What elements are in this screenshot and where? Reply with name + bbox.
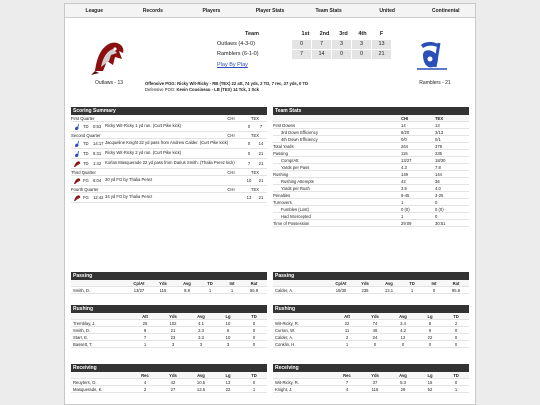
nav-item-team-stats[interactable]: Team Stats [315,8,342,14]
stat-tex: 0 [435,199,438,205]
stat-cell: 13/27 [133,287,145,293]
score-tex: 14 [258,141,264,146]
stat-chi: 0 (0) [401,206,410,212]
stat-cell: 21 [170,327,176,333]
col-header: TD [251,313,257,319]
rushing-home [273,305,469,348]
score-header [65,19,475,104]
stat-cell: 115 [159,287,167,293]
stat-cell: 4 [345,386,349,392]
col-header: Yds [371,372,379,378]
stat-label: Time of Possession [273,220,310,226]
scoreboard-row-away: Outlaws (4-3-0) 0 7 3 3 13 [217,39,391,49]
stat-cell: 4.1 [198,320,204,326]
col-header: Att [142,313,148,319]
quarter-header [71,115,267,122]
nav-item-continental[interactable]: Continental [432,8,460,14]
stat-label: Had Intercepted [281,213,311,219]
stat-label: Rushing [273,171,289,177]
nav-item-league[interactable]: League [85,8,104,14]
section-title: Passing [71,272,267,280]
stat-label: Passing [273,150,288,156]
scoreboard [217,29,391,59]
stat-cell: 2 [345,334,349,340]
player-name[interactable]: Starr, E. [73,334,89,340]
player-name[interactable]: Curran, W. [275,327,296,333]
stat-chi: 13/27 [401,157,412,163]
stat-cell: 25 [142,320,148,326]
stat-tex: 3-25 [435,192,444,198]
stat-cell: 46 [372,327,378,333]
stat-cell: 0 [454,327,458,333]
col-header: Lg [225,313,231,319]
score-chi: 10 [246,178,252,183]
stat-cell: 0 [252,334,256,340]
away-caption: Outlaws - 13 [94,80,124,86]
scoring-play-row [71,149,267,159]
stat-cell: 10 [225,320,231,326]
stat-cell: 13.5 [196,386,206,392]
stat-cell: 13.1 [384,287,394,293]
outlaws-logo-icon [73,177,81,185]
stat-tex: 13 [435,122,440,128]
col-header: Avg [197,313,205,319]
col-chi: CHI [227,133,235,138]
table-row [273,341,469,348]
stat-cell: 0 [454,341,458,347]
play-time: 5:31 [93,151,102,156]
stat-chi: 42 [401,178,406,184]
stat-cell: 10 [225,334,231,340]
play-description: 30 yd FG by Thalia Perez [105,177,153,183]
stat-cell: 22 [225,386,231,392]
stat-label: 4th Down Efficiency [281,136,318,142]
scoring-play-row [71,159,267,169]
play-time: 12:42 [93,195,104,200]
col-chi: CHI [401,115,409,121]
stat-cell: 4 [143,379,147,385]
col-header: TD [251,372,257,378]
col-header: Rat [452,280,460,286]
player-name[interactable]: Conklin, H. [275,341,296,347]
stat-cell: 5.3 [400,379,406,385]
stat-tex: 0 [435,213,438,219]
col-header: Cp/At [133,280,145,286]
stat-chi: 29:09 [401,220,412,226]
play-type: FG [83,178,89,183]
stat-tex: 144 [435,171,442,177]
col-tex: TEX [250,133,260,138]
stat-cell: 7 [143,334,147,340]
nav-item-players[interactable]: Players [202,8,221,14]
stat-cell: 4.2 [400,327,406,333]
play-time: 6:04 [93,178,102,183]
stat-cell: 24 [372,334,378,340]
stat-chi: 149 [401,171,408,177]
scoring-play-row [71,139,267,149]
quarter-header [71,186,267,193]
stat-tex: 0/1 [435,136,441,142]
stat-tex: 0 (0) [435,206,444,212]
receiving-home [273,364,469,393]
stat-cell: 12 [400,334,406,340]
stat-tex: 30:51 [435,220,446,226]
section-title: Scoring Summary [71,107,267,115]
stat-cell: 42 [170,379,176,385]
play-by-play-link[interactable]: Play By Play [217,62,248,68]
stat-cell: 74 [372,320,378,326]
player-name[interactable]: Tremblay, J. [73,320,96,326]
player-name[interactable]: Calder, A. [275,287,294,293]
stat-cell: 15 [427,379,433,385]
play-description: 34 yd FG by Thalia Perez [105,194,153,200]
rushing-away [71,305,267,348]
quarter-header [71,169,267,176]
col-chi: CHI [227,187,235,192]
play-time: 0:53 [93,124,102,129]
col-header: Cp/At [335,280,347,286]
table-row [71,287,267,294]
player-name[interactable]: Masquerade, K. [73,386,103,392]
passing-home [273,272,469,294]
stat-chi: 115 [401,150,408,156]
col-chi: CHI [227,170,235,175]
stat-cell: 95.8 [451,287,461,293]
score-tex: 21 [258,151,264,156]
team-stat-row [273,220,469,227]
outlaws-logo-icon [73,160,81,168]
col-header: Yds [169,313,177,319]
stat-cell: 0 [252,341,256,347]
col-header: Rec [343,372,351,378]
col-tex: TEX [250,116,260,121]
stat-cell: 1 [454,386,458,392]
play-description: Ricky Wit-Ricky 2 yd run. (Curt Pike kick) [105,150,182,156]
stat-chi: 3.5 [401,185,407,191]
section-title: Team Stats [273,107,469,115]
stat-cell: 29 [400,386,406,392]
stat-cell: 22 [427,334,433,340]
outlaws-logo-icon [89,37,129,77]
stat-chi: 4.3 [401,164,407,170]
score-chi: 13 [246,195,252,200]
stat-chi: 8/20 [401,129,410,135]
stat-cell: 3.4 [400,320,406,326]
score-tex: 21 [258,178,264,183]
player-name[interactable]: Wit-Ricky, R. [275,320,299,326]
table-row [273,287,469,294]
player-name[interactable]: Reuyters, O. [73,379,97,385]
stat-cell: 0 [373,341,377,347]
col-header: Yds [361,280,369,286]
play-time: 14:17 [93,141,104,146]
stat-cell: 0 [401,341,405,347]
stat-cell: 27 [170,386,176,392]
nav-item-player-stats[interactable]: Player Stats [255,8,285,14]
play-type: TD [83,161,89,166]
players-of-game: Offensive POG: Ricky Wit-Ricky - RB (TEX) 22 att, 74 yds, 2 TD, 7 rec, 37 yds, 0 TD Defensive POG: Kevin Cousineau - LB (TEX) 14 Tck, 1 Sck [145,81,309,92]
col-header: Rat [250,280,258,286]
stat-cell: 235 [361,287,369,293]
col-header: TD [409,280,415,286]
quarter-header [71,132,267,139]
player-name[interactable]: Wit-Ricky, R. [275,379,299,385]
stat-chi: 264 [401,143,408,149]
stat-chi: 9-45 [401,192,410,198]
col-chi: CHI [227,116,235,121]
quarter-label: Fourth Quarter [71,187,99,192]
stat-cell: 8 [428,320,432,326]
stat-cell: 18/30 [335,287,347,293]
play-type: TD [83,151,89,156]
stat-cell: 8.8 [184,287,190,293]
stat-cell: 52 [427,386,433,392]
scoring-summary [71,107,267,203]
player-name[interactable]: Smith, D. [73,327,91,333]
score-chi: 0 [247,141,251,146]
stat-cell: 102 [169,320,177,326]
ramblers-logo-icon [73,140,81,148]
stat-cell: 1 [410,287,414,293]
outlaws-logo-icon [73,194,81,202]
stat-cell: 22 [344,320,350,326]
stat-label: Yards per Pass [281,164,310,170]
col-tex: TEX [435,115,444,121]
col-header: Lg [427,313,433,319]
stat-cell: 0 [252,327,256,333]
play-time: 1:42 [93,161,102,166]
player-name[interactable]: Smith, D. [73,287,91,293]
stat-tex: 379 [435,143,442,149]
stat-cell: 9 [428,327,432,333]
stat-tex: 36 [435,178,440,184]
stat-label: First Downs [273,122,296,128]
stat-cell: 23 [170,334,176,340]
play-type: FG [83,195,89,200]
top-nav [65,4,475,18]
stat-label: Comp/Att [281,157,299,163]
scoring-play-row [71,176,267,186]
stat-tex: 235 [435,150,442,156]
stat-cell: 3 [199,341,203,347]
play-description: Ricky Wit-Ricky 1 yd run. (Curt Pike kick) [105,123,182,129]
stat-cell: 13 [225,379,231,385]
game-page [64,3,476,405]
score-tex: 21 [258,161,264,166]
stat-chi: 14 [401,122,406,128]
stat-cell: 1 [208,287,212,293]
play-type: TD [83,124,89,129]
player-name[interactable]: Knight, J. [275,386,293,392]
play-description: Jacqueline Knight 22 yd pass from Andrew Calder. (Curt Pike kick) [105,140,229,146]
nav-item-records[interactable]: Records [142,8,163,14]
stat-chi: 1 [401,213,404,219]
player-name[interactable]: Bassett, T. [73,341,93,347]
stat-cell: 0 [454,334,458,340]
col-header: Avg [183,280,191,286]
stat-cell: 1 [143,341,147,347]
col-header: Att [344,313,350,319]
quarter-label: Second Quarter [71,133,101,138]
stat-tex: 18/30 [435,157,446,163]
stat-cell: 56.9 [249,287,259,293]
stat-chi: 1 [401,199,404,205]
ramblers-logo-icon [73,150,81,158]
player-name[interactable]: Calder, A. [275,334,294,340]
stat-cell: 7 [345,379,349,385]
stat-label: Fumbles (Lost) [281,206,309,212]
col-header: Avg [399,313,407,319]
col-header: Avg [197,372,205,378]
stat-cell: 2.3 [198,327,204,333]
ramblers-logo-icon [413,35,453,75]
passing-away [71,272,267,294]
play-description: Korlan Masquerade 22 yd pass from Darius Smith. (Thalia Perez kick) [105,160,235,166]
stat-cell: 0 [252,379,256,385]
col-header: Avg [399,372,407,378]
stat-cell: 2 [143,386,147,392]
stat-tex: 3/13 [435,129,444,135]
quarter-label: First Quarter [71,116,95,121]
stat-cell: 1 [230,287,234,293]
stat-cell: 3 [171,341,175,347]
scoring-play-row [71,122,267,132]
col-header: Yds [371,313,379,319]
team-stats [273,107,469,227]
section-title: Rushing [273,305,469,313]
stat-label: Turnovers [273,199,292,205]
stat-label: Rushing Attempts [281,178,314,184]
stat-label: Yards per Rush [281,185,310,191]
stat-tex: 7.8 [435,164,441,170]
col-header: TD [453,372,459,378]
scoreboard-row-home: Ramblers (6-1-0) 7 14 0 0 21 [217,49,391,59]
score-chi: 0 [247,124,251,129]
col-header: Int [229,280,235,286]
home-caption: Ramblers - 21 [419,80,451,86]
stat-tex: 4.0 [435,185,441,191]
stat-cell: 11 [344,327,350,333]
col-header: Avg [385,280,393,286]
stat-cell: 0 [454,379,458,385]
stat-cell: 1 [252,386,256,392]
col-header: TD [207,280,213,286]
score-tex: 7 [259,124,263,129]
score-chi: 0 [247,151,251,156]
stat-cell: 9 [143,327,147,333]
section-title: Rushing [71,305,267,313]
col-tex: TEX [250,170,260,175]
ramblers-logo-icon [73,123,81,131]
col-tex: TEX [250,187,260,192]
col-header: Yds [159,280,167,286]
stat-cell: 1 [345,341,349,347]
stat-cell: 37 [372,379,378,385]
col-header: Rec [141,372,149,378]
scoreboard-header: Team 1st 2nd 3rd 4th F [245,31,384,37]
col-header: Int [431,280,437,286]
section-title: Receiving [71,364,267,372]
stat-cell: 0 [252,320,256,326]
col-header: Lg [427,372,433,378]
stat-label: Total Yards [273,143,294,149]
play-type: TD [83,141,89,146]
score-tex: 21 [258,195,264,200]
col-header: Yds [169,372,177,378]
receiving-away [71,364,267,393]
stat-cell: 0 [428,341,432,347]
section-title: Receiving [273,364,469,372]
stat-cell: 0 [432,287,436,293]
stat-label: Penalties [273,192,291,198]
col-header: Lg [225,372,231,378]
col-header: TD [453,313,459,319]
stat-cell: 3 [226,341,230,347]
quarter-label: Third Quarter [71,170,96,175]
table-row [273,386,469,393]
stat-cell: 10.5 [196,379,206,385]
stat-cell: 116 [371,386,379,392]
stat-cell: 6 [226,327,230,333]
stat-cell: 3.3 [198,334,204,340]
table-row [71,386,267,393]
stat-label: 3rd Down Efficiency [281,129,318,135]
scoring-play-row [71,193,267,203]
table-row [71,341,267,348]
nav-item-united[interactable]: United [379,8,395,14]
section-title: Passing [273,272,469,280]
stat-cell: 2 [454,320,458,326]
stat-chi: 0/0 [401,136,407,142]
score-chi: 7 [247,161,251,166]
